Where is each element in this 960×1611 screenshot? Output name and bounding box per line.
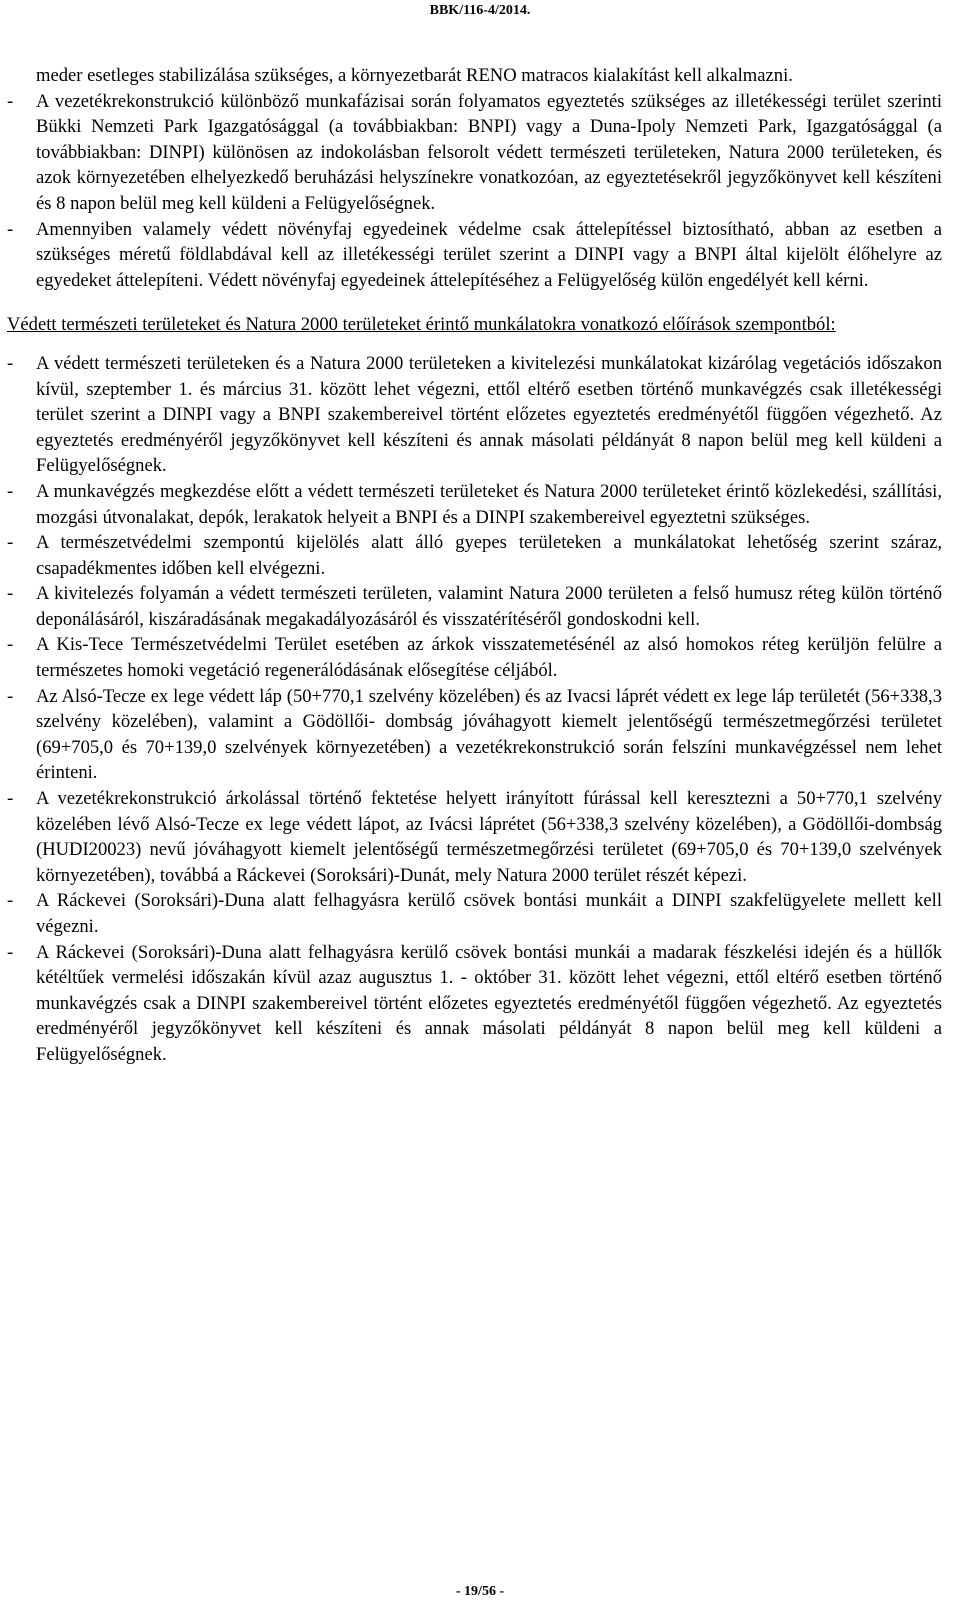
list-item [7, 888, 942, 939]
document-body [7, 63, 942, 1068]
dash-marker: - [7, 788, 14, 810]
list-item [7, 217, 942, 294]
list-item [7, 89, 942, 217]
dash-marker: - [7, 685, 14, 707]
dash-marker: - [7, 532, 14, 554]
page-number: - 19/56 - [455, 1584, 505, 1599]
list-item [7, 940, 942, 1068]
dash-marker: - [7, 941, 14, 963]
list-item-text: A Kis-Tece Természetvédelmi Terület esetében az árkok visszatemetésénél az alsó homokos réteg kerüljön felülre a természetes homoki vegetáció regenerálódásának elősegítése céljából. [36, 634, 942, 682]
document-header: BBK/116-4/2014. [429, 3, 531, 18]
dash-marker: - [7, 218, 14, 240]
dash-marker: - [7, 634, 14, 656]
list-item [7, 632, 942, 683]
list-item [7, 351, 942, 479]
continuation-paragraph: meder esetleges stabilizálása szükséges, a környezetbarát RENO matracos kialakítást kell alkalmazni. [36, 65, 793, 86]
list-item [7, 530, 942, 581]
list-item-text: A természetvédelmi szempontú kijelölés alatt álló gyepes területeken a munkálatokat lehetőség szerint száraz, csapadékmentes időben kell elvégezni. [36, 532, 942, 579]
list-item-text: A Ráckevei (Soroksári)-Duna alatt felhagyásra kerülő csövek bontási munkái a madarak fészkelési idején és a hüllők kétéltűek vermelési időszakán kívül azaz augusztus 1. - október 31. között lehet végezni, ettől eltérő esetben történő munkavégzés csak a DINPI szakembereivel történt előzetes egyeztetés eredményétől függően végezhető. Az egyeztetés eredményéről jegyzőkönyvet kell készíteni és annak másolati példányát 8 napon belül meg kell küldeni a Felügyelőségnek. [36, 941, 942, 1065]
list-item-text: A védett természeti területeken és a Natura 2000 területeken a kivitelezési munkálatokat kizárólag vegetációs időszakon kívül, szeptember 1. és március 31. között lehet végezni, ettől eltérő esetben történő munkavégzés csak illetékességi terület szerint a DINPI vagy a BNPI szakembereivel történt előzetes egyeztetés eredményétől függően végezhető. Az egyeztetés eredményéről jegyzőkönyvet kell készíteni és annak másolati példányát 8 napon belül meg kell küldeni a Felügyelőségnek. [36, 352, 942, 477]
list-item [7, 684, 942, 786]
dash-marker: - [7, 90, 14, 112]
dash-marker: - [7, 480, 14, 502]
section-heading: Védett természeti területeket és Natura 2000 területeket érintő munkálatokra vonatkozó előírások szempontból: [7, 314, 836, 336]
list-item-text: A Ráckevei (Soroksári)-Duna alatt felhagyásra kerülő csövek bontási munkáit a DINPI szakfelügyelete mellett kell végezni. [36, 890, 942, 937]
list-item [7, 479, 942, 530]
dash-marker: - [7, 890, 14, 912]
list-item-text: Amennyiben valamely védett növényfaj egyedeinek védelme csak áttelepítéssel biztosítható, abban az esetben a szükséges méretű földlabdával kell az illetékességi terület szerint a DINPI vagy a BNPI által kijelölt élőhelyre az egyedeket áttelepíteni. Védett növényfaj egyedeinek áttelepítéséhez a Felügyelőség külön engedélyét kell kérni. [36, 218, 942, 291]
dash-marker: - [7, 352, 14, 374]
list-item-text: A kivitelezés folyamán a védett természeti területen, valamint Natura 2000 területen a felső humusz réteg külön történő deponálásáról, kiszáradásának megakadályozásáról és visszatérítéséről gondoskodni kell. [36, 583, 942, 630]
list-item-text: A munkavégzés megkezdése előtt a védett természeti területeket és Natura 2000 területeket érintő közlekedési, szállítási, mozgási útvonalakat, depók, lerakatok helyeit a BNPI és a DINPI szakembereivel egyeztetni szükséges. [36, 480, 942, 528]
list-item-text: A vezetékrekonstrukció árkolással történő fektetése helyett irányított fúrással kell keresztezni a 50+770,1 szelvény közelében lévő Alsó-Tecze ex lege védett lápot, az Ivácsi láprétet (56+338,3 szelvény közelében), a Gödöllői-dombság (HUDI20023) nevű jóváhagyott kiemelt jelentőségű természetmegőrzési területet (69+705,0 és 70+139,0 szelvények környezetében), továbbá a Ráckevei (Soroksári)-Dunát, mely Natura 2000 terület részét képezi. [36, 788, 942, 886]
list-item [7, 581, 942, 632]
list-item-text: A vezetékrekonstrukció különböző munkafázisai során folyamatos egyeztetés szükséges az illetékességi terület szerinti Bükki Nemzeti Park Igazgatósággal (a továbbiakban: BNPI) vagy a Duna-Ipoly Nemzeti Park, Igazgatósággal (a továbbiakban: DINPI) különösen az indokolásban felsorolt védett természeti területeken, Natura 2000 területeken, és azok környezetében elhelyezkedő beruházási helyszínekre vonatkozóan, az egyeztetésekről jegyzőkönyvet kell készíteni és 8 napon belül meg kell küldeni a Felügyelőségnek. [36, 90, 942, 214]
list-item-text: Az Alsó-Tecze ex lege védett láp (50+770,1 szelvény közelében) és az Ivacsi láprét védett ex lege láp területét (56+338,3 szelvény közelében), valamint a Gödöllői- dombság jóváhagyott kiemelt jelentőségű természetmegőrzési területet (69+705,0 és 70+139,0 szelvények környezetében) a vezetékrekonstrukció során felszíni munkavégzéssel nem lehet érinteni. [36, 685, 942, 784]
list-item [7, 786, 942, 888]
dash-marker: - [7, 583, 14, 605]
